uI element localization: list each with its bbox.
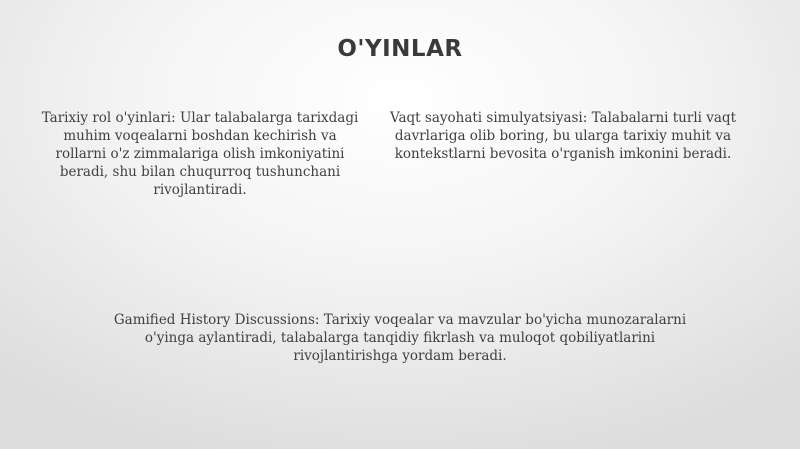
slide-title: O'YINLAR <box>337 36 463 62</box>
text-block-time-travel: Vaqt sayohati simulyatsiyasi: Talabalarni turli vaqt davrlariga olib boring, bu ularga tarixiy muhit va kontekstlarni bevosita o'rganish imkonini beradi. <box>389 110 737 162</box>
text-block-gamified-discussions: Gamified History Discussions: Tarixiy voqealar va mavzular bo'yicha munozaralarni o'yinga aylantiradi, talabalarga tanqidiy fikrlash va muloqot qobiliyatlarini rivojlantirishga yordam beradi. <box>113 312 687 364</box>
text-block-role-games: Tarixiy rol o'yinlari: Ular talabalarga tarixdagi muhim voqealarni boshdan kechirish va rollarni o'z zimmalariga olish imkoniyatini beradi, shu bilan chuqurroq tushunchani rivojlantiradi. <box>41 110 359 198</box>
